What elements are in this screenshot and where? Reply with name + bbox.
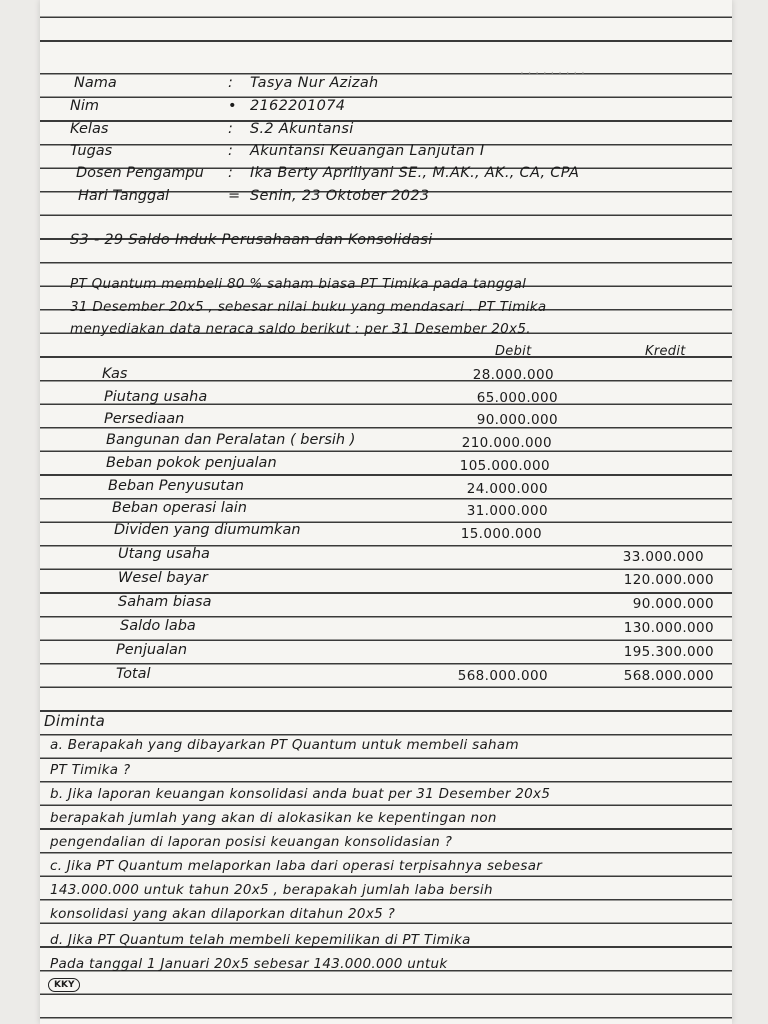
debit-header: Debit xyxy=(495,344,532,359)
label-hari-tanggal: Hari Tanggal xyxy=(78,188,170,204)
row-label: Dividen yang diumumkan xyxy=(114,522,301,538)
colon: : xyxy=(228,75,234,91)
label-dosen: Dosen Pengampu xyxy=(76,165,204,181)
value-tugas: Akuntansi Keuangan Lanjutan I xyxy=(250,143,485,159)
row-debit: 65.000.000 xyxy=(476,390,558,406)
label-kelas: Kelas xyxy=(70,121,109,137)
row-debit: 24.000.000 xyxy=(466,481,548,497)
notebook-brand-mark: KKY xyxy=(48,978,80,992)
row-label: Piutang usaha xyxy=(104,389,208,405)
colon: • xyxy=(228,98,237,114)
bleed-through-text: · · · · · · · · · xyxy=(520,66,585,80)
total-debit: 568.000.000 xyxy=(457,668,548,684)
row-credit: 90.000.000 xyxy=(632,596,714,612)
label-nama: Nama xyxy=(74,75,117,91)
intro-line: menyediakan data neraca saldo berikut : per 31 Desember 20x5. xyxy=(70,321,531,337)
row-debit: 105.000.000 xyxy=(459,458,550,474)
label-nim: Nim xyxy=(70,98,99,114)
colon: : xyxy=(228,165,234,181)
row-debit: 210.000.000 xyxy=(461,435,552,451)
row-label: Persediaan xyxy=(104,411,185,427)
row-label: Saldo laba xyxy=(120,618,196,634)
row-label: Bangunan dan Peralatan ( bersih ) xyxy=(106,432,356,448)
row-debit: 15.000.000 xyxy=(460,526,542,542)
value-nim: 2162201074 xyxy=(250,98,346,114)
question-line: konsolidasi yang akan dilaporkan ditahun 20x5 ? xyxy=(50,906,396,922)
questions-title: Diminta xyxy=(44,712,106,730)
value-hari-tanggal: Senin, 23 Oktober 2023 xyxy=(250,188,430,204)
row-credit: 130.000.000 xyxy=(623,620,714,636)
row-label: Beban operasi lain xyxy=(112,500,247,516)
row-debit: 28.000.000 xyxy=(472,367,554,383)
question-line: b. Jika laporan keuangan konsolidasi anda buat per 31 Desember 20x5 xyxy=(50,786,551,802)
value-dosen: Ika Berty Apriliyani SE., M.AK., AK., CA, CPA xyxy=(250,165,580,181)
question-line: PT Timika ? xyxy=(50,762,131,778)
colon: : xyxy=(228,143,234,159)
row-label: Saham biasa xyxy=(118,594,212,610)
question-line: berapakah jumlah yang akan di alokasikan ke kepentingan non xyxy=(50,810,497,826)
row-label: Kas xyxy=(102,366,128,382)
total-credit: 568.000.000 xyxy=(623,668,714,684)
row-credit: 120.000.000 xyxy=(623,572,714,588)
question-line: 143.000.000 untuk tahun 20x5 , berapakah jumlah laba bersih xyxy=(50,882,493,898)
intro-line: PT Quantum membeli 80 % saham biasa PT Timika pada tanggal xyxy=(70,276,527,292)
question-line: pengendalian di laporan posisi keuangan konsolidasian ? xyxy=(50,834,453,850)
question-line: Pada tanggal 1 Januari 20x5 sebesar 143.000.000 untuk xyxy=(50,956,448,972)
question-line: a. Berapakah yang dibayarkan PT Quantum untuk membeli saham xyxy=(50,737,519,753)
row-credit: 195.300.000 xyxy=(623,644,714,660)
section-title: S3 - 29 Saldo Induk Perusahaan dan Konsolidasi xyxy=(70,232,433,248)
row-label: Penjualan xyxy=(116,642,188,658)
value-nama: Tasya Nur Azizah xyxy=(250,75,379,91)
colon: = xyxy=(228,188,241,204)
row-label: Beban pokok penjualan xyxy=(106,455,277,471)
notebook-page xyxy=(40,0,732,1024)
value-kelas: S.2 Akuntansi xyxy=(250,121,354,137)
row-debit: 90.000.000 xyxy=(476,412,558,428)
credit-header: Kredit xyxy=(645,344,686,359)
row-label: Utang usaha xyxy=(118,546,210,562)
question-line: c. Jika PT Quantum melaporkan laba dari operasi terpisahnya sebesar xyxy=(50,858,543,874)
row-label: Wesel bayar xyxy=(118,570,208,586)
row-credit: 33.000.000 xyxy=(622,549,704,565)
colon: : xyxy=(228,121,234,137)
label-tugas: Tugas xyxy=(70,143,113,159)
total-label: Total xyxy=(116,666,151,682)
intro-line: 31 Desember 20x5 , sebesar nilai buku yang mendasari . PT Timika xyxy=(70,299,547,315)
row-label: Beban Penyusutan xyxy=(108,478,244,494)
question-line: d. Jika PT Quantum telah membeli kepemilikan di PT Timika xyxy=(50,932,471,948)
row-debit: 31.000.000 xyxy=(466,503,548,519)
